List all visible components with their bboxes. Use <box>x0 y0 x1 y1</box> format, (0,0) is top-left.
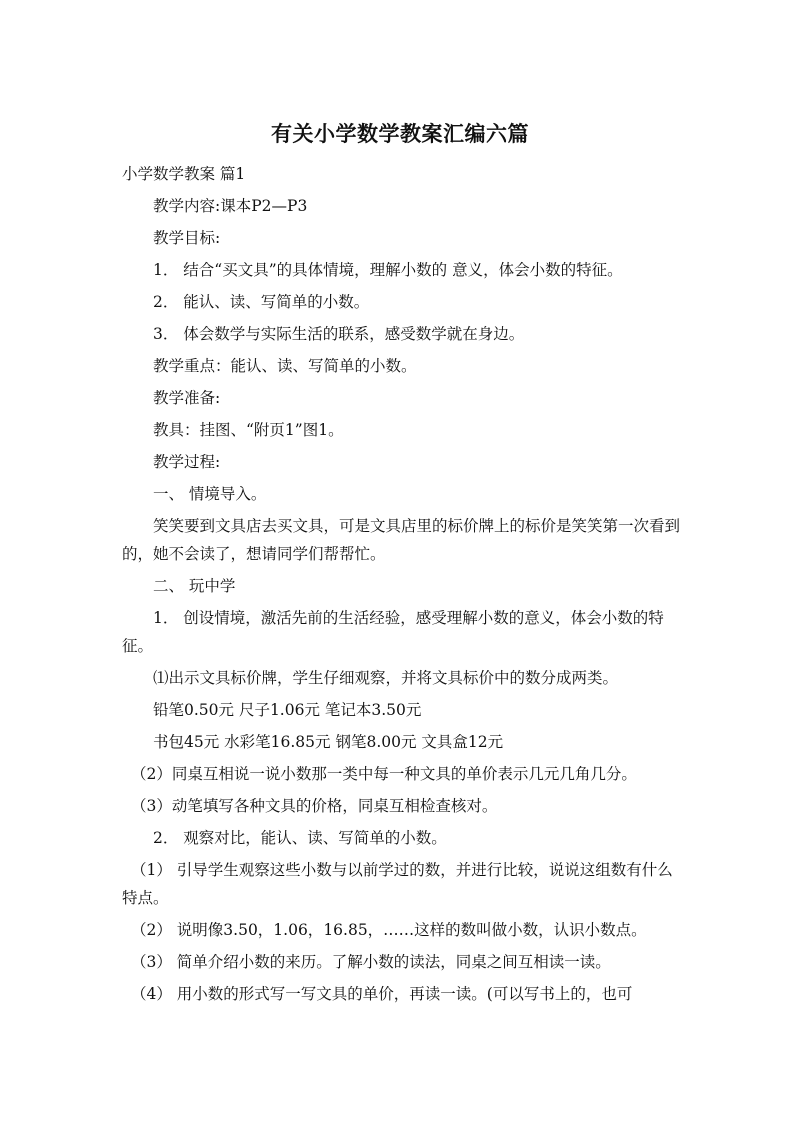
paragraph: 笑笑要到文具店去买文具，可是文具店里的标价牌上的标价是笑笑第一次看到的，她不会读了，想请同学们帮帮忙。 <box>122 517 681 563</box>
paragraph: 书包45元 水彩笔16.85元 钢笔8.00元 文具盒12元 <box>153 733 504 751</box>
paragraph: 教学内容:课本P2—P3 <box>153 197 308 215</box>
paragraph: 1． 结合“买文具”的具体情境，理解小数的 意义，体会小数的特征。 <box>153 261 623 279</box>
document-title: 有关小学数学教案汇编六篇 <box>271 122 529 146</box>
paragraph: 教具：挂图、“附页1”图1。 <box>153 421 344 439</box>
paragraph: 教学重点：能认、读、写简单的小数。 <box>153 357 417 375</box>
paragraph: 3． 体会数学与实际生活的联系，感受数学就在身边。 <box>153 325 525 343</box>
paragraph: 2． 能认、读、写简单的小数。 <box>153 293 370 311</box>
paragraph: 小学数学教案 篇1 <box>122 165 246 183</box>
paragraph: 2． 观察对比，能认、读、写简单的小数。 <box>153 829 447 847</box>
paragraph: （2） 说明像3.50，1.06，16.85，……这样的数叫做小数，认识小数点。 <box>131 921 647 939</box>
paragraph: （3） 简单介绍小数的来历。了解小数的读法，同桌之间互相读一读。 <box>131 953 611 971</box>
paragraph: 教学准备: <box>153 389 221 407</box>
paragraph: 教学目标: <box>153 229 221 247</box>
paragraph: （3）动笔填写各种文具的价格，同桌互相检查核对。 <box>131 797 498 815</box>
paragraph: （2）同桌互相说一说小数那一类中每一种文具的单价表示几元几角几分。 <box>131 765 637 783</box>
paragraph: 二、 玩中学 <box>153 577 236 595</box>
paragraph: 铅笔0.50元 尺子1.06元 笔记本3.50元 <box>153 701 422 719</box>
document-body <box>122 160 684 1012</box>
paragraph: 1． 创设情境，激活先前的生活经验，感受理解小数的意义，体会小数的特征。 <box>122 609 664 655</box>
paragraph: （4） 用小数的形式写一写文具的单价，再读一读。(可以写书上的，也可 <box>131 985 633 1003</box>
paragraph: ⑴出示文具标价牌，学生仔细观察，并将文具标价中的数分成两类。 <box>153 669 619 687</box>
paragraph: 一、 情境导入。 <box>153 485 267 503</box>
paragraph: （1） 引导学生观察这些小数与以前学过的数，并进行比较，说说这组数有什么特点。 <box>122 861 673 907</box>
paragraph: 教学过程: <box>153 453 221 471</box>
